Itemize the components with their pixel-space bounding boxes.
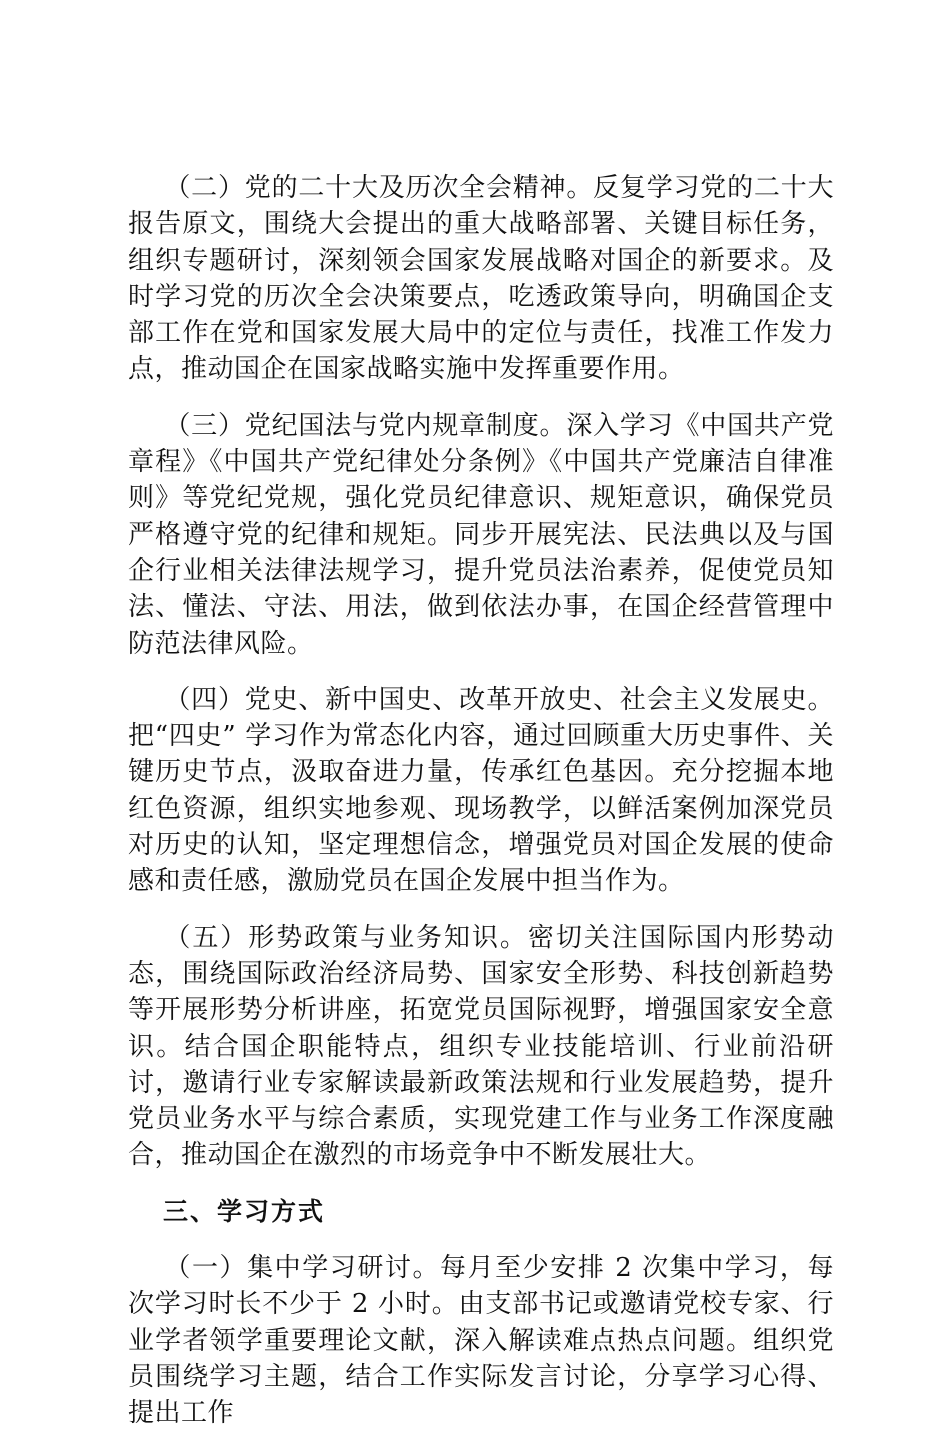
document-body xyxy=(128,170,834,1432)
paragraph-centralized-study: （一）集中学习研讨。每月至少安排 2 次集中学习，每次学习时长不少于 2 小时。由支部书记或邀请党校专家、行业学者领学重要理论文献，深入解读难点热点问题。组织党员围绕学习主题，结合工作实际发言讨论，分享学习心得、提出工作 xyxy=(128,1253,834,1429)
paragraph-four-histories: （四）党史、新中国史、改革开放史、社会主义发展史。把“四史” 学习作为常态化内容，通过回顾重大历史事件、关键历史节点，汲取奋进力量，传承红色基因。充分挖掘本地红色资源，组织实地参观、现场教学，以鲜活案例加深党员对历史的认知，坚定理想信念，增强党员对国企发展的使命感和责任感，激励党员在国企发展中担当作为。 xyxy=(128,684,834,897)
paragraph-party-discipline-law: （三）党纪国法与党内规章制度。深入学习《中国共产党章程》《中国共产党纪律处分条例》《中国共产党廉洁自律准则》等党纪党规，强化党员纪律意识、规矩意识，确保党员严格遵守党的纪律和规矩。同步开展宪法、民法典以及与国企行业相关法律法规学习，提升党员法治素养，促使党员知法、懂法、守法、用法，做到依法办事，在国企经营管理中防范法律风险。 xyxy=(128,410,834,659)
paragraph-policy-business-knowledge: （五）形势政策与业务知识。密切关注国际国内形势动态，围绕国际政治经济局势、国家安全形势、科技创新趋势等开展形势分析讲座，拓宽党员国际视野，增强国家安全意识。结合国企职能特点，组织专业技能培训、行业前沿研讨，邀请行业专家解读最新政策法规和行业发展趋势，提升党员业务水平与综合素质，实现党建工作与业务工作深度融合，推动国企在激烈的市场竞争中不断发展壮大。 xyxy=(128,922,834,1171)
section-heading-learning-methods: 三、学习方式 xyxy=(163,1196,326,1226)
paragraph-party-congress-spirit: （二）党的二十大及历次全会精神。反复学习党的二十大报告原文，围绕大会提出的重大战略部署、关键目标任务，组织专题研讨，深刻领会国家发展战略对国企的新要求。及时学习党的历次全会决策要点，吃透政策导向，明确国企支部工作在党和国家发展大局中的定位与责任，找准工作发力点，推动国企在国家战略实施中发挥重要作用。 xyxy=(128,173,834,385)
